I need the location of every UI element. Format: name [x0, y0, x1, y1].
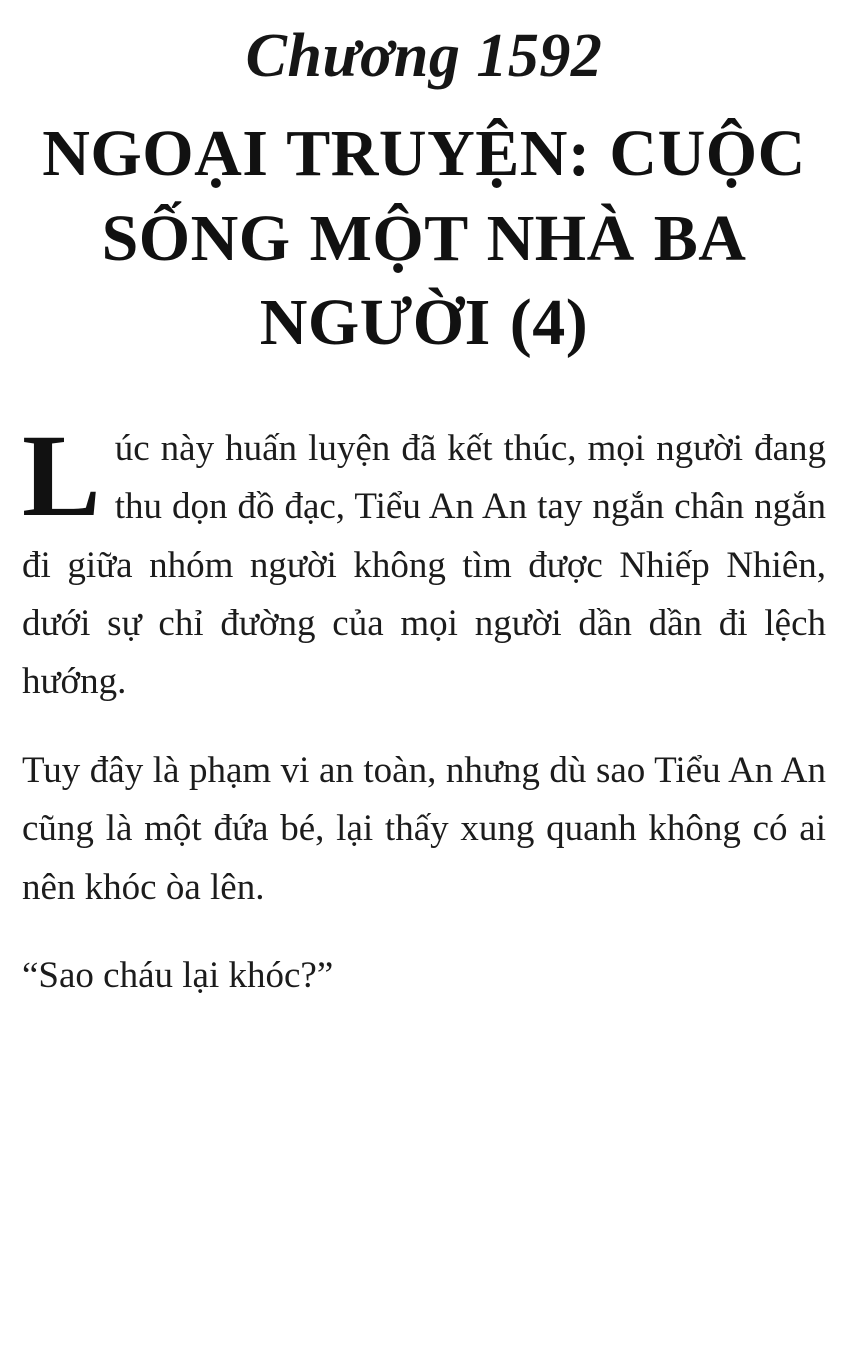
body-paragraph-3: “Sao cháu lại khóc?”: [22, 955, 334, 997]
body-paragraph-2: Tuy đây là phạm vi an toàn, nhưng dù sao Tiểu An An cũng là một đứa bé, lại thấy xung quanh không có ai nên khóc òa lên.: [22, 749, 826, 908]
body-paragraph-1: Lúc này huấn luyện đã kết thúc, mọi người đang thu dọn đồ đạc, Tiểu An An tay ngắn chân ngắn đi giữa nhóm người không tìm được Nhiếp Nhiên, dưới sự chỉ đường của mọi người dần dần đi lệch hướng.: [22, 409, 826, 703]
chapter-title: NGOẠI TRUYỆN: CUỘC SỐNG MỘT NHÀ BA NGƯỜI (4): [42, 117, 806, 360]
chapter-number: Chương 1592: [245, 22, 603, 90]
